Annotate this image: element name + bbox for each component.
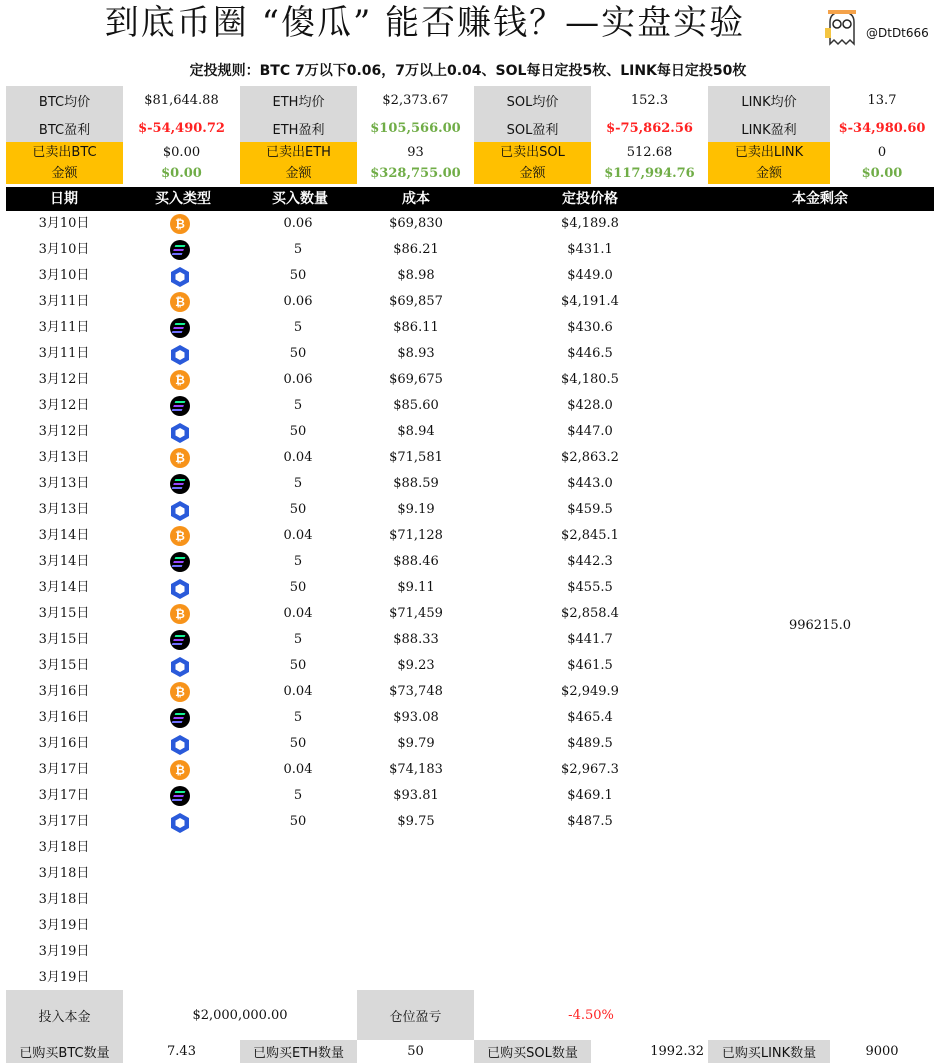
btc-amount-value: $0.00: [161, 166, 202, 181]
row-price: $2,858.4: [561, 606, 619, 621]
btc-icon: [170, 214, 190, 234]
row-price: $428.0: [567, 398, 613, 413]
row-price: $489.5: [567, 736, 613, 751]
row-type: [165, 731, 195, 757]
table-row: [0, 939, 936, 965]
row-date: 3月13日: [38, 502, 90, 517]
row-qty: 0.04: [283, 684, 313, 699]
eth-sold-value: 93: [407, 145, 424, 160]
row-date: 3月16日: [38, 710, 90, 725]
link-amount-label: 金额: [708, 163, 830, 184]
row-price: $2,967.3: [561, 762, 619, 777]
row-type: [165, 757, 195, 783]
row-qty: 50: [289, 814, 307, 829]
table-row: [0, 679, 936, 705]
row-cost: $69,857: [389, 294, 443, 309]
row-price: [540, 913, 640, 939]
row-cost: [366, 939, 466, 965]
row-cost: [366, 965, 466, 991]
row-qty: 5: [293, 710, 303, 725]
eth-amount-value: $328,755.00: [370, 166, 461, 181]
link-icon: [170, 578, 190, 598]
sol-avg-value: 152.3: [630, 92, 669, 108]
author-handle: @DtDt666: [866, 26, 929, 40]
row-type: [165, 419, 195, 445]
row-type: [165, 263, 195, 289]
table-row: [0, 341, 936, 367]
btc-sold-value: $0.00: [162, 145, 201, 160]
row-date: 3月11日: [38, 294, 90, 309]
row-qty: 0.04: [283, 606, 313, 621]
table-row: [0, 809, 936, 835]
row-type: [165, 315, 195, 341]
row-price: [540, 835, 640, 861]
row-type: [165, 653, 195, 679]
row-price: $487.5: [567, 814, 613, 829]
row-price: $469.1: [567, 788, 613, 803]
table-row: [0, 887, 936, 913]
sol-sold-label: 已卖出SOL: [474, 142, 591, 163]
table-row: [0, 367, 936, 393]
table-row: [0, 549, 936, 575]
link-icon: [170, 812, 190, 832]
link-pnl-value: $-34,980.60: [838, 120, 926, 136]
col-qty: 买入数量: [272, 191, 328, 207]
row-cost: $93.81: [393, 788, 439, 803]
btc-avg-value: $81,644.88: [144, 92, 219, 108]
row-qty: [248, 913, 348, 939]
sol-qty-value: 1992.32: [650, 1044, 705, 1059]
row-qty: [248, 835, 348, 861]
table-row: [0, 289, 936, 315]
link-icon: [170, 344, 190, 364]
btc-icon: [170, 760, 190, 780]
row-qty: 5: [293, 632, 303, 647]
pnl-label: 仓位盈亏: [357, 990, 474, 1040]
row-type: [165, 861, 195, 887]
row-type: [165, 965, 195, 991]
row-price: $443.0: [567, 476, 613, 491]
row-date: 3月17日: [38, 762, 90, 777]
row-cost: $8.94: [397, 424, 435, 439]
row-price: $4,180.5: [561, 372, 619, 387]
row-price: $465.4: [567, 710, 613, 725]
row-type: [165, 783, 195, 809]
row-qty: 5: [293, 476, 303, 491]
table-row: [0, 523, 936, 549]
table-row: [0, 965, 936, 991]
row-price: $430.6: [567, 320, 613, 335]
row-date: 3月15日: [38, 658, 90, 673]
btc-pnl-value: $-54,490.72: [138, 120, 225, 136]
row-cost: [366, 861, 466, 887]
row-type: [165, 341, 195, 367]
btc-pnl-label: BTC盈利: [6, 114, 123, 142]
btc-icon: [170, 448, 190, 468]
row-date: 3月19日: [38, 944, 90, 959]
sol-pnl-value: $-75,862.56: [606, 120, 693, 136]
row-cost: [366, 887, 466, 913]
row-date: 3月17日: [38, 788, 90, 803]
link-sold-label: 已卖出LINK: [708, 142, 830, 163]
sol-icon: [170, 396, 190, 416]
ghost-avatar-icon: [822, 8, 862, 46]
row-date: 3月18日: [38, 840, 90, 855]
row-cost: $9.75: [397, 814, 435, 829]
row-qty: [248, 939, 348, 965]
row-qty: 50: [289, 502, 307, 517]
row-qty: 50: [289, 268, 307, 283]
btc-qty-value: 7.43: [167, 1044, 196, 1059]
row-date: 3月10日: [38, 268, 90, 283]
row-qty: 5: [293, 788, 303, 803]
row-price: $442.3: [567, 554, 613, 569]
row-cost: $8.93: [397, 346, 435, 361]
sol-amount-label: 金额: [474, 163, 591, 184]
row-qty: 0.06: [283, 294, 313, 309]
row-qty: [248, 887, 348, 913]
col-date: 日期: [50, 191, 78, 207]
row-cost: $69,675: [389, 372, 443, 387]
btc-qty-label: 已购买BTC数量: [6, 1040, 123, 1063]
row-cost: $9.11: [397, 580, 435, 595]
row-qty: [248, 861, 348, 887]
row-qty: 50: [289, 580, 307, 595]
row-qty: 0.06: [283, 372, 313, 387]
link-icon: [170, 734, 190, 754]
row-cost: [366, 835, 466, 861]
row-type: [165, 575, 195, 601]
row-type: [165, 601, 195, 627]
btc-icon: [170, 604, 190, 624]
row-date: 3月11日: [38, 320, 90, 335]
row-type: [165, 887, 195, 913]
eth-avg-value: $2,373.67: [382, 92, 449, 108]
row-date: 3月14日: [38, 528, 90, 543]
row-cost: $86.11: [393, 320, 439, 335]
row-price: $4,191.4: [561, 294, 619, 309]
link-avg-value: 13.7: [867, 92, 897, 108]
row-cost: $86.21: [393, 242, 439, 257]
row-price: $441.7: [567, 632, 613, 647]
row-cost: $73,748: [389, 684, 443, 699]
row-date: 3月10日: [38, 216, 90, 231]
eth-amount-label: 金额: [240, 163, 357, 184]
table-row: [0, 497, 936, 523]
row-price: [540, 887, 640, 913]
table-row: [0, 731, 936, 757]
row-cost: $85.60: [393, 398, 439, 413]
btc-icon: [170, 526, 190, 546]
sol-icon: [170, 630, 190, 650]
invest-label: 投入本金: [6, 990, 123, 1040]
row-type: [165, 835, 195, 861]
row-price: $2,845.1: [561, 528, 619, 543]
row-qty: 5: [293, 554, 303, 569]
row-price: [540, 861, 640, 887]
row-qty: 50: [289, 736, 307, 751]
row-date: 3月14日: [38, 554, 90, 569]
row-type: [165, 809, 195, 835]
page-title: 到底币圈 “傻瓜” 能否赚钱？—实盘实验: [104, 3, 746, 43]
btc-avg-label: BTC均价: [6, 86, 123, 114]
row-price: $431.1: [567, 242, 613, 257]
table-row: [0, 861, 936, 887]
row-type: [165, 549, 195, 575]
row-type: [165, 913, 195, 939]
row-type: [165, 679, 195, 705]
row-type: [165, 471, 195, 497]
col-remain: 本金剩余: [792, 191, 848, 207]
investment-rule: 定投规则：BTC 7万以下0.06，7万以上0.04、SOL每日定投5枚、LINK每日定投50枚: [189, 63, 747, 79]
row-date: 3月15日: [38, 606, 90, 621]
row-date: 3月12日: [38, 424, 90, 439]
row-qty: 50: [289, 346, 307, 361]
col-type: 买入类型: [155, 191, 211, 207]
col-cost: 成本: [402, 191, 430, 207]
table-row: [0, 783, 936, 809]
btc-icon: [170, 292, 190, 312]
row-date: 3月19日: [38, 970, 90, 985]
row-date: 3月16日: [38, 684, 90, 699]
table-row: [0, 757, 936, 783]
row-cost: $9.23: [397, 658, 435, 673]
row-cost: $69,830: [389, 216, 443, 231]
row-cost: $9.19: [397, 502, 435, 517]
table-row: [0, 237, 936, 263]
eth-pnl-label: ETH盈利: [240, 114, 357, 142]
row-qty: 5: [293, 242, 303, 257]
row-type: [165, 445, 195, 471]
row-type: [165, 497, 195, 523]
table-row: [0, 315, 936, 341]
link-sold-value: 0: [877, 145, 887, 160]
row-qty: 5: [293, 320, 303, 335]
row-type: [165, 211, 195, 237]
btc-icon: [170, 370, 190, 390]
eth-avg-label: ETH均价: [240, 86, 357, 114]
row-price: [540, 939, 640, 965]
link-avg-label: LINK均价: [708, 86, 830, 114]
btc-amount-label: 金额: [6, 163, 123, 184]
table-row: [0, 263, 936, 289]
link-icon: [170, 266, 190, 286]
table-row: [0, 575, 936, 601]
sol-amount-value: $117,994.76: [604, 166, 695, 181]
invest-value: $2,000,000.00: [192, 1007, 288, 1023]
row-date: 3月18日: [38, 866, 90, 881]
row-type: [165, 627, 195, 653]
link-icon: [170, 656, 190, 676]
summary-table: [6, 86, 934, 184]
row-qty: [248, 965, 348, 991]
row-price: $2,863.2: [561, 450, 619, 465]
sol-icon: [170, 240, 190, 260]
row-price: $455.5: [567, 580, 613, 595]
row-price: $446.5: [567, 346, 613, 361]
row-cost: $9.79: [397, 736, 435, 751]
row-type: [165, 289, 195, 315]
link-qty-label: 已购买LINK数量: [708, 1040, 830, 1063]
link-pnl-label: LINK盈利: [708, 114, 830, 142]
row-price: [540, 965, 640, 991]
sol-avg-label: SOL均价: [474, 86, 591, 114]
btc-icon: [170, 682, 190, 702]
row-date: 3月16日: [38, 736, 90, 751]
row-cost: $8.98: [397, 268, 435, 283]
row-date: 3月11日: [38, 346, 90, 361]
row-date: 3月13日: [38, 476, 90, 491]
row-qty: 50: [289, 658, 307, 673]
row-qty: 5: [293, 398, 303, 413]
sol-icon: [170, 474, 190, 494]
row-cost: $88.33: [393, 632, 439, 647]
sol-icon: [170, 318, 190, 338]
row-cost: $71,128: [389, 528, 443, 543]
pnl-value: -4.50%: [568, 1007, 614, 1023]
row-cost: $74,183: [389, 762, 443, 777]
footer-table: [6, 990, 934, 1063]
link-icon: [170, 422, 190, 442]
eth-qty-label: 已购买ETH数量: [240, 1040, 357, 1063]
row-price: $447.0: [567, 424, 613, 439]
row-cost: $88.59: [393, 476, 439, 491]
table-row: [0, 705, 936, 731]
remaining-principal: 996215.0: [788, 618, 852, 633]
eth-pnl-value: $105,566.00: [370, 120, 461, 136]
row-qty: 0.04: [283, 450, 313, 465]
table-row: [0, 419, 936, 445]
col-price: 定投价格: [562, 191, 618, 207]
row-date: 3月18日: [38, 892, 90, 907]
row-price: $2,949.9: [561, 684, 619, 699]
row-date: 3月12日: [38, 372, 90, 387]
row-date: 3月13日: [38, 450, 90, 465]
row-cost: $88.46: [393, 554, 439, 569]
sol-icon: [170, 786, 190, 806]
sol-sold-value: 512.68: [626, 145, 673, 160]
table-row: [0, 653, 936, 679]
row-date: 3月14日: [38, 580, 90, 595]
row-date: 3月15日: [38, 632, 90, 647]
sol-icon: [170, 552, 190, 572]
row-type: [165, 237, 195, 263]
row-type: [165, 393, 195, 419]
row-qty: 0.04: [283, 762, 313, 777]
row-date: 3月10日: [38, 242, 90, 257]
row-date: 3月17日: [38, 814, 90, 829]
table-header: [6, 187, 934, 211]
row-qty: 0.04: [283, 528, 313, 543]
link-amount-value: $0.00: [861, 166, 903, 181]
row-date: 3月19日: [38, 918, 90, 933]
row-type: [165, 523, 195, 549]
row-qty: 50: [289, 424, 307, 439]
row-date: 3月12日: [38, 398, 90, 413]
row-type: [165, 705, 195, 731]
row-price: $459.5: [567, 502, 613, 517]
table-row: [0, 471, 936, 497]
sol-pnl-label: SOL盈利: [474, 114, 591, 142]
row-cost: [366, 913, 466, 939]
sol-qty-label: 已购买SOL数量: [474, 1040, 591, 1063]
row-type: [165, 367, 195, 393]
row-price: $4,189.8: [561, 216, 619, 231]
row-cost: $71,459: [389, 606, 443, 621]
eth-qty-value: 50: [407, 1044, 424, 1059]
link-qty-value: 9000: [865, 1044, 899, 1059]
table-row: [0, 913, 936, 939]
sol-icon: [170, 708, 190, 728]
table-row: [0, 211, 936, 237]
eth-sold-label: 已卖出ETH: [240, 142, 357, 163]
table-row: [0, 393, 936, 419]
row-price: $461.5: [567, 658, 613, 673]
row-cost: $71,581: [389, 450, 443, 465]
table-row: [0, 445, 936, 471]
table-row: [0, 835, 936, 861]
row-cost: $93.08: [393, 710, 439, 725]
btc-sold-label: 已卖出BTC: [6, 142, 123, 163]
row-price: $449.0: [567, 268, 613, 283]
row-type: [165, 939, 195, 965]
link-icon: [170, 500, 190, 520]
row-qty: 0.06: [283, 216, 313, 231]
